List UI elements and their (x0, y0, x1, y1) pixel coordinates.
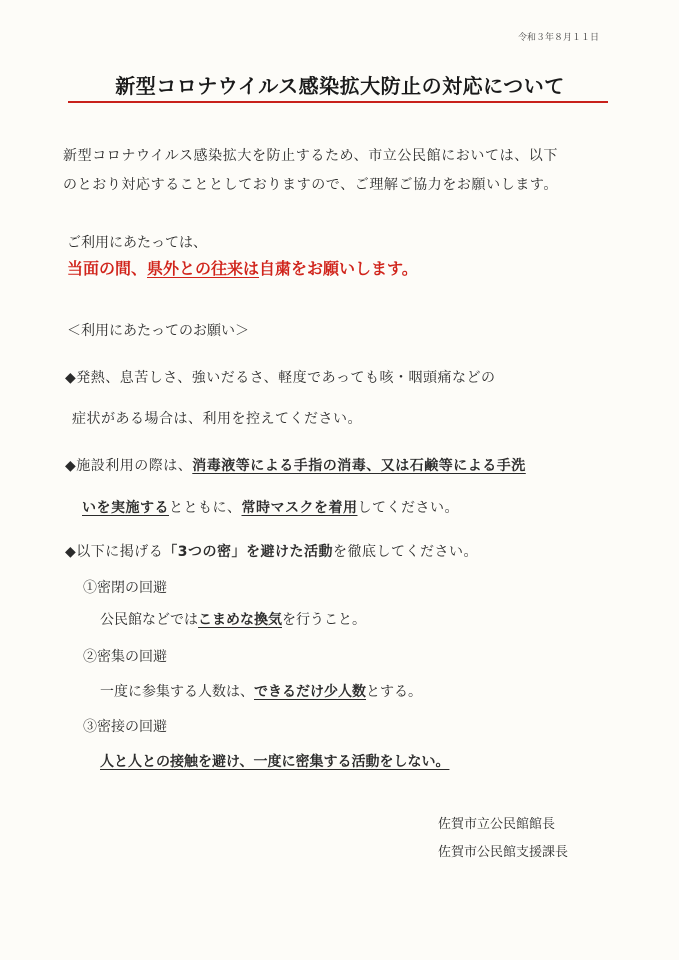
bullet-2-emph-2: いを実施する (82, 500, 169, 516)
item-1-detail (100, 609, 366, 629)
bullet-2-pre: ◆施設利用の際は、 (65, 458, 193, 474)
item-2-pre: 一度に参集する人数は、 (100, 684, 254, 700)
document-title: 新型コロナウイルス感染拡大防止の対応について (115, 74, 565, 98)
notice-post: 自粛をお願いします。 (259, 259, 418, 278)
bullet-2-emph-1: 消毒液等による手指の消毒、又は石鹸等による手洗 (192, 458, 526, 474)
bullet-2-mid: とともに、 (169, 500, 242, 516)
item-3-emph: 人と人との接触を避け、一度に密集する活動をしない。 (100, 754, 450, 770)
signature-line-2: 佐賀市公民館支援課長 (438, 845, 569, 860)
item-1-emph: こまめな換気 (198, 612, 282, 628)
item-2-detail (100, 681, 422, 701)
lead-text: ご利用にあたっては、 (67, 235, 207, 251)
notice-pre: 当面の間、 (67, 259, 148, 278)
requests-heading: ＜利用にあたってのお願い＞ (67, 323, 249, 339)
bullet-3-post: を徹底してください。 (333, 544, 479, 560)
item-2-heading: ②密集の回避 (83, 649, 167, 665)
notice-red (67, 256, 418, 279)
bullet-2-line-1 (65, 455, 526, 475)
item-2-emph: できるだけ少人数 (254, 684, 366, 700)
bullet-2-emph-3: 常時マスクを着用 (241, 500, 358, 516)
item-3-detail (100, 751, 449, 771)
item-2-post: とする。 (366, 684, 422, 700)
bullet-3-pre: ◆以下に掲げる (65, 544, 164, 560)
title-underline-rule (68, 101, 608, 103)
intro-line-1: 新型コロナウイルス感染拡大を防止するため、市立公民館においては、以下 (63, 148, 558, 164)
bullet-1-line-2: 症状がある場合は、利用を控えてください。 (72, 411, 362, 427)
bullet-1-line-1: ◆発熱、息苦しさ、強いだるさ、軽度であっても咳・咽頭痛などの (65, 370, 496, 386)
bullet-3-emph: 「3つの密」を避けた活動 (163, 544, 334, 560)
bullet-2-post: してください。 (357, 500, 459, 516)
signature-line-1: 佐賀市立公民館館長 (438, 817, 556, 832)
item-3-heading: ③密接の回避 (83, 719, 167, 735)
intro-paragraph (63, 142, 558, 200)
item-1-post: を行うこと。 (282, 612, 366, 628)
bullet-2-line-2 (82, 497, 459, 517)
document-date: 令和３年８月１１日 (517, 33, 599, 43)
bullet-3 (65, 541, 478, 561)
notice-emph: 県外との往来は (147, 259, 260, 278)
intro-line-2: のとおり対応することとしておりますので、ご理解ご協力をお願いします。 (63, 177, 558, 193)
item-1-pre: 公民館などでは (100, 612, 198, 628)
item-1-heading: ①密閉の回避 (83, 580, 167, 596)
